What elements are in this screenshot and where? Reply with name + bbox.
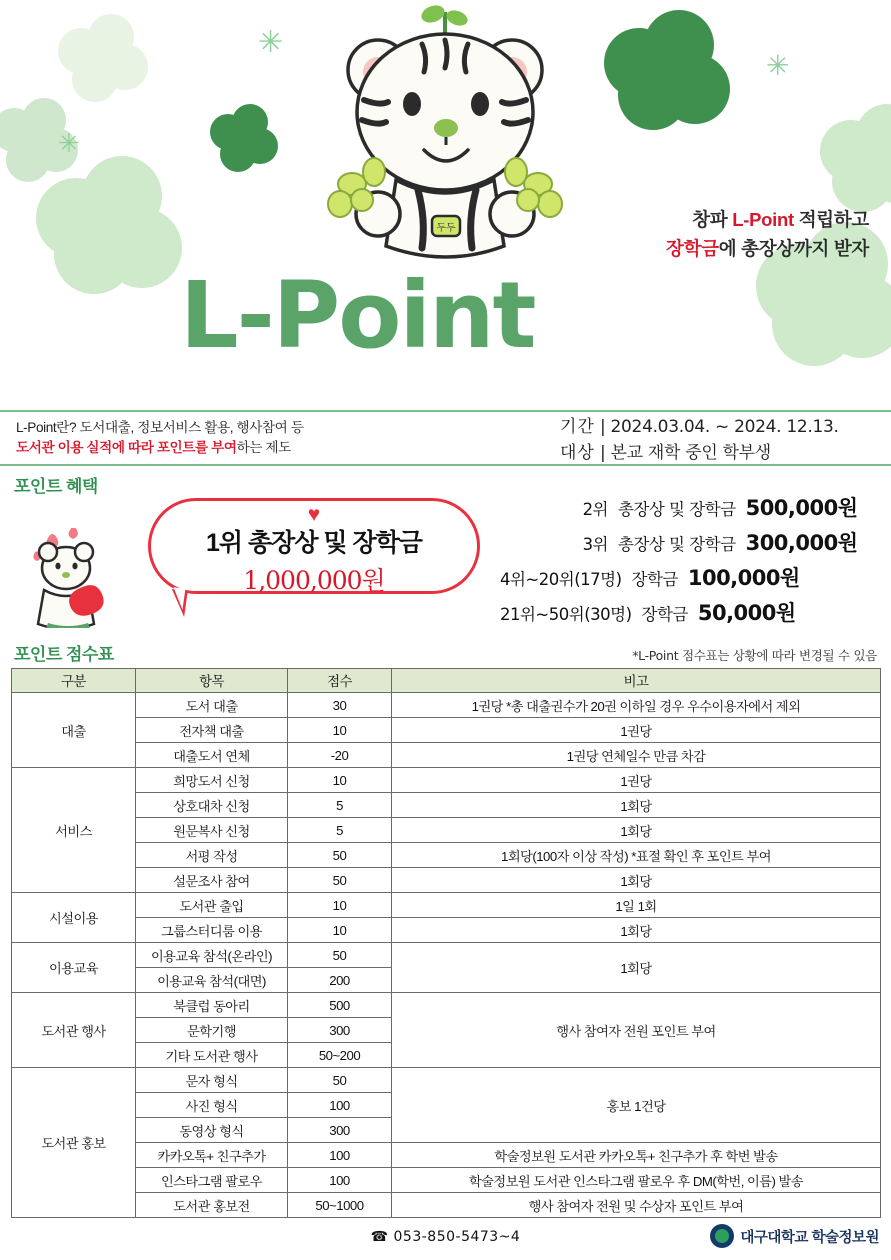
- period-divider: |: [599, 417, 606, 437]
- table-row: [12, 718, 881, 743]
- row-note: 1권당: [392, 768, 881, 793]
- table-row: [12, 843, 881, 868]
- row-item: 문학기행: [136, 1018, 288, 1043]
- row-item: 이용교육 참석(온라인): [136, 943, 288, 968]
- program-period-target: [560, 415, 839, 466]
- row-item: 카카오톡+ 친구추가: [136, 1143, 288, 1168]
- target-label: 대상: [560, 442, 595, 463]
- row-item: 문자 형식: [136, 1068, 288, 1093]
- table-row: [12, 993, 881, 1018]
- row-item: 그룹스터디룸 이용: [136, 918, 288, 943]
- row-item: 전자책 대출: [136, 718, 288, 743]
- hero-headline-line1-pre: 창파: [692, 209, 733, 230]
- prize-amount: 50,000원: [697, 601, 796, 625]
- prize-amount: 300,000원: [745, 531, 858, 555]
- target-value: 본교 재학 중인 학부생: [610, 442, 771, 463]
- heart-icon: ♥: [307, 503, 321, 526]
- row-score: 10: [288, 918, 392, 943]
- program-description-tail: 하는 제도: [236, 439, 291, 455]
- row-item: 이용교육 참석(대면): [136, 968, 288, 993]
- prize-name: 총장상 및 장학금: [618, 500, 736, 519]
- footer: [0, 1218, 891, 1256]
- hero-banner: [0, 0, 891, 410]
- prize-rank: 2위: [582, 500, 608, 519]
- row-item: 인스타그램 팔로우: [136, 1168, 288, 1193]
- row-note: 학술정보원 도서관 카카오톡+ 친구추가 후 학번 발송: [392, 1143, 881, 1168]
- row-score: 100: [288, 1143, 392, 1168]
- row-item: 기타 도서관 행사: [136, 1043, 288, 1068]
- row-score: 5: [288, 793, 392, 818]
- tiger-mascot-illustration: [300, 4, 590, 304]
- table-row: [12, 768, 881, 793]
- row-category: 도서관 홍보: [12, 1068, 136, 1218]
- row-item: 도서 대출: [136, 693, 288, 718]
- row-note: 1회당: [392, 818, 881, 843]
- sparkle-icon: ✳: [258, 26, 284, 59]
- prize-row: [500, 527, 885, 557]
- row-note: 학술정보원 도서관 인스타그램 팔로우 후 DM(학번, 이름) 발송: [392, 1168, 881, 1193]
- row-category: 도서관 행사: [12, 993, 136, 1068]
- row-note: 1회당: [392, 943, 881, 993]
- flower-decoration: [58, 14, 148, 104]
- score-table-note: *L-Point 점수표는 상황에 따라 변경될 수 있음: [632, 648, 877, 663]
- row-note: 행사 참여자 전원 포인트 부여: [392, 993, 881, 1068]
- row-score: 50~200: [288, 1043, 392, 1068]
- row-item: 상호대차 신청: [136, 793, 288, 818]
- hero-headline-line2-post: 에 총장상까지 받자: [718, 237, 869, 259]
- row-item: 희망도서 신청: [136, 768, 288, 793]
- col-header-category: 구분: [12, 669, 136, 693]
- table-header-row: [12, 669, 881, 693]
- prize-row: [500, 597, 885, 627]
- prize-list: [500, 492, 885, 632]
- program-info: [0, 412, 891, 464]
- score-table: [11, 668, 881, 1218]
- row-note: 1권당 연체일수 만큼 차감: [392, 743, 881, 768]
- prize-rank: 4위~20위(17명): [500, 570, 622, 589]
- row-score: 100: [288, 1168, 392, 1193]
- table-row: [12, 1193, 881, 1218]
- prize-name: 장학금: [641, 605, 688, 624]
- row-score: 10: [288, 768, 392, 793]
- col-header-item: 항목: [136, 669, 288, 693]
- table-row: [12, 1068, 881, 1093]
- row-item: 원문복사 신청: [136, 818, 288, 843]
- prize-amount: 100,000원: [687, 566, 800, 590]
- row-score: 50: [288, 943, 392, 968]
- flower-decoration: [820, 104, 891, 214]
- page-title: L-Point: [180, 262, 535, 369]
- prize-name: 장학금: [631, 570, 678, 589]
- benefit-section-title: 포인트 혜택: [14, 477, 98, 496]
- period-label: 기간: [560, 417, 595, 437]
- prize-rank: 3위: [582, 535, 608, 554]
- benefit-section: [0, 466, 891, 634]
- row-note: 1회당: [392, 868, 881, 893]
- globe-icon: [710, 1224, 734, 1248]
- row-score: -20: [288, 743, 392, 768]
- row-item: 도서관 출입: [136, 893, 288, 918]
- row-score: 50~1000: [288, 1193, 392, 1218]
- prize-amount: 500,000원: [745, 496, 858, 520]
- row-category: 시설이용: [12, 893, 136, 943]
- row-category: 서비스: [12, 768, 136, 893]
- row-item: 북클럽 동아리: [136, 993, 288, 1018]
- row-item: 설문조사 참여: [136, 868, 288, 893]
- row-item: 사진 형식: [136, 1093, 288, 1118]
- program-description-highlight: 도서관 이용 실적에 따라 포인트를 부여: [16, 439, 237, 455]
- hero-headline-lpoint: L-Point: [732, 209, 794, 230]
- hero-headline-line1-post: 적립하고: [793, 209, 869, 230]
- table-row: [12, 943, 881, 968]
- row-score: 50: [288, 868, 392, 893]
- row-item: 동영상 형식: [136, 1118, 288, 1143]
- sparkle-icon: ✳: [58, 128, 80, 158]
- prize-rank: 21위~50위(30명): [500, 605, 632, 624]
- row-note: 1일 1회: [392, 893, 881, 918]
- prize-row: [500, 562, 885, 592]
- table-row: [12, 743, 881, 768]
- row-note: 홍보 1건당: [392, 1068, 881, 1143]
- prize-name: 총장상 및 장학금: [618, 535, 736, 554]
- flower-decoration: [36, 156, 186, 296]
- table-row: [12, 918, 881, 943]
- organization-name: 대구대학교 학술정보원: [740, 1229, 879, 1246]
- row-note: 1회당: [392, 918, 881, 943]
- table-row: [12, 1143, 881, 1168]
- first-prize-label: 1위 총장상 및 장학금: [206, 529, 422, 557]
- sparkle-icon: ✳: [766, 50, 790, 81]
- row-item: 도서관 홍보전: [136, 1193, 288, 1218]
- row-score: 10: [288, 893, 392, 918]
- row-note: 1회당: [392, 793, 881, 818]
- contact-phone: ☎ 053-850-5473~4: [370, 1229, 521, 1245]
- table-row: [12, 893, 881, 918]
- table-row: [12, 818, 881, 843]
- row-score: 10: [288, 718, 392, 743]
- prize-row: [500, 492, 885, 522]
- col-header-note: 비고: [392, 669, 881, 693]
- row-score: 300: [288, 1018, 392, 1043]
- row-note: 1권당 *총 대출권수가 20권 이하일 경우 우수이용자에서 제외: [392, 693, 881, 718]
- target-divider: |: [599, 442, 606, 463]
- table-row: [12, 868, 881, 893]
- row-note: 1회당(100자 이상 작성) *표절 확인 후 포인트 부여: [392, 843, 881, 868]
- row-score: 500: [288, 993, 392, 1018]
- hero-headline-scholarship: 장학금: [666, 237, 719, 259]
- program-description-line1: L-Point란? 도서대출, 정보서비스 활용, 행사참여 등: [16, 420, 304, 435]
- col-header-score: 점수: [288, 669, 392, 693]
- svg-text:두두: 두두: [436, 223, 456, 234]
- score-table-header: [0, 634, 891, 668]
- flower-decoration: [210, 104, 280, 174]
- organization-logo: [710, 1224, 879, 1248]
- row-note: 행사 참여자 전원 및 수상자 포인트 부여: [392, 1193, 881, 1218]
- hero-headline: [666, 206, 869, 263]
- table-row: [12, 793, 881, 818]
- program-description: [16, 418, 304, 457]
- row-score: 50: [288, 843, 392, 868]
- row-item: 서평 작성: [136, 843, 288, 868]
- period-value: 2024.03.04. ~ 2024. 12.13.: [610, 417, 839, 437]
- row-category: 이용교육: [12, 943, 136, 993]
- first-prize-amount: 1,000,000원: [243, 566, 385, 595]
- row-score: 30: [288, 693, 392, 718]
- row-score: 300: [288, 1118, 392, 1143]
- table-row: [12, 693, 881, 718]
- row-note: 1권당: [392, 718, 881, 743]
- score-table-title: 포인트 점수표: [14, 645, 114, 664]
- table-row: [12, 1168, 881, 1193]
- row-category: 대출: [12, 693, 136, 768]
- row-score: 200: [288, 968, 392, 993]
- row-score: 100: [288, 1093, 392, 1118]
- flower-decoration: [604, 10, 734, 130]
- tiger-with-heart-illustration: [18, 528, 138, 628]
- row-score: 5: [288, 818, 392, 843]
- row-item: 대출도서 연체: [136, 743, 288, 768]
- row-score: 50: [288, 1068, 392, 1093]
- first-prize-bubble: [148, 498, 480, 594]
